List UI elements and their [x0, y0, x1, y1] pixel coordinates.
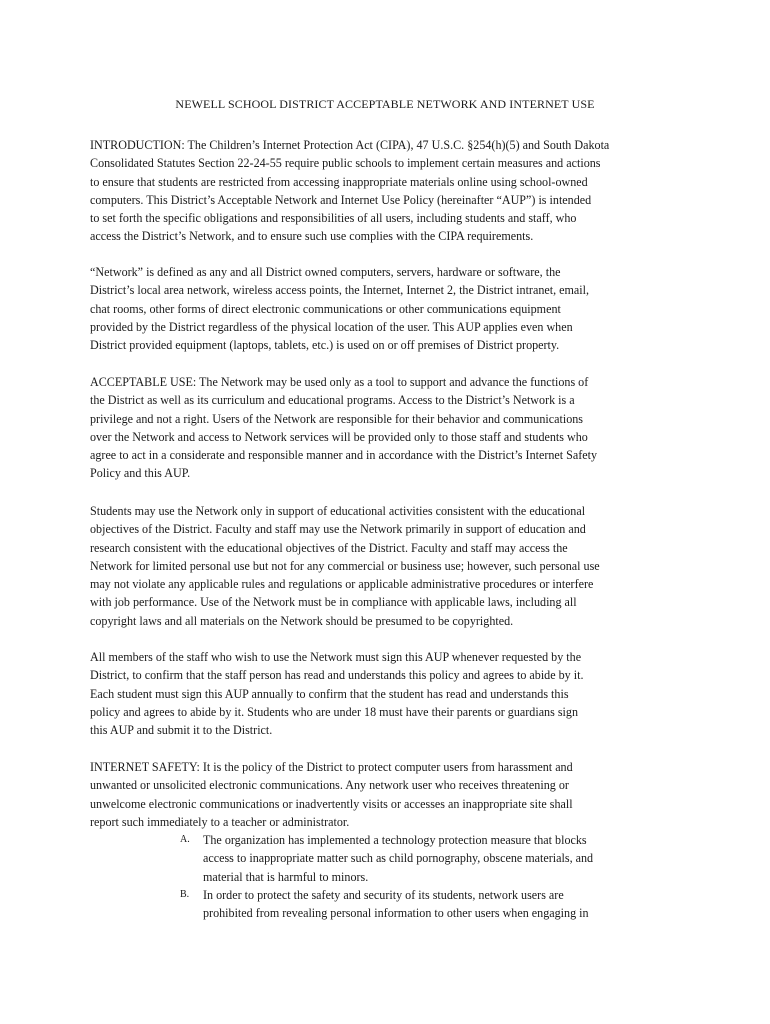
text-line: District provided equipment (laptops, tablets, etc.) is used on or off premises of District property.: [90, 338, 560, 353]
paragraph-students-use: [90, 502, 680, 630]
list-marker: B.: [180, 889, 190, 900]
text-line: report such immediately to a teacher or administrator.: [90, 814, 350, 829]
text-line: provided by the District regardless of the physical location of the user. This AUP applies even when: [90, 319, 573, 334]
text-line: copyright laws and all materials on the Network should be presumed to be copyrighted.: [90, 613, 514, 628]
text-line: to set forth the specific obligations and responsibilities of all users, including students and staff, who: [90, 211, 577, 226]
text-line: the District as well as its curriculum and educational programs. Access to the District’s Network is a: [90, 393, 575, 408]
text-line: District, to confirm that the staff person has read and understands this policy and agrees to abide by it.: [90, 668, 584, 683]
paragraph-internet-safety: [90, 758, 680, 831]
text-line: over the Network and access to Network services will be provided only to those staff and students who: [90, 429, 588, 444]
list-item-text: [203, 831, 593, 886]
text-line: Students may use the Network only in support of educational activities consistent with the educational: [90, 504, 586, 518]
paragraph-acceptable-use: [90, 373, 680, 483]
text-line: The organization has implemented a technology protection measure that blocks: [203, 833, 587, 847]
text-line: research consistent with the educational objectives of the District. Faculty and staff may access the: [90, 540, 568, 555]
text-line: unwelcome electronic communications or inadvertently visits or accesses an inappropriate site shall: [90, 796, 573, 811]
text-line: In order to protect the safety and security of its students, network users are: [203, 888, 564, 902]
text-line: INTRODUCTION: The Children’s Internet Protection Act (CIPA), 47 U.S.C. §254(h)(5) and South Dakota: [90, 138, 610, 152]
text-line: agree to act in a considerate and responsible manner and in accordance with the District’s Internet Safety: [90, 448, 598, 463]
text-line: ACCEPTABLE USE: The Network may be used only as a tool to support and advance the functions of: [90, 375, 589, 389]
text-line: access to inappropriate matter such as child pornography, obscene materials, and: [203, 851, 594, 866]
text-line: prohibited from revealing personal information to other users when engaging in: [203, 906, 589, 921]
text-line: Consolidated Statutes Section 22-24-55 require public schools to implement certain measures and actions: [90, 156, 601, 171]
text-line: All members of the staff who wish to use the Network must sign this AUP whenever requested by the: [90, 650, 582, 664]
text-line: access the District’s Network, and to ensure such use complies with the CIPA requirements.: [90, 229, 534, 244]
text-line: Network for limited personal use but not for any commercial or business use; however, such personal use: [90, 558, 600, 573]
text-line: chat rooms, other forms of direct electronic communications or other communications equipment: [90, 301, 561, 316]
list-item-text: [203, 886, 589, 923]
text-line: INTERNET SAFETY: It is the policy of the District to protect computer users from harassment and: [90, 760, 573, 774]
text-line: with job performance. Use of the Network must be in compliance with applicable laws, including all: [90, 595, 577, 610]
list-marker: A.: [180, 834, 190, 845]
text-line: Policy and this AUP.: [90, 466, 191, 481]
text-line: computers. This District’s Acceptable Network and Internet Use Policy (hereinafter “AUP”) is intended: [90, 192, 592, 207]
text-line: policy and agrees to abide by it. Students who are under 18 must have their parents or guardians sign: [90, 704, 578, 719]
text-line: Each student must sign this AUP annually to confirm that the student has read and understands this: [90, 686, 569, 701]
text-line: privilege and not a right. Users of the Network are responsible for their behavior and communications: [90, 411, 584, 426]
paragraph-network-definition: [90, 263, 680, 354]
text-line: objectives of the District. Faculty and staff may use the Network primarily in support of education and: [90, 522, 586, 537]
text-line: unwanted or unsolicited electronic communications. Any network user who receives threatening or: [90, 778, 569, 793]
paragraph-introduction: [90, 136, 680, 246]
text-line: this AUP and submit it to the District.: [90, 723, 273, 738]
text-line: to ensure that students are restricted from accessing inappropriate materials online using school-owned: [90, 174, 588, 189]
document-title: NEWELL SCHOOL DISTRICT ACCEPTABLE NETWORK AND INTERNET USE: [175, 97, 595, 111]
text-line: District’s local area network, wireless access points, the Internet, Internet 2, the District intranet, email,: [90, 283, 590, 298]
paragraph-staff-sign: [90, 648, 680, 739]
text-line: material that is harmful to minors.: [203, 869, 369, 884]
text-line: “Network” is defined as any and all District owned computers, servers, hardware or software, the: [90, 265, 561, 279]
text-line: may not violate any applicable rules and regulations or applicable administrative procedures or interfere: [90, 577, 594, 592]
